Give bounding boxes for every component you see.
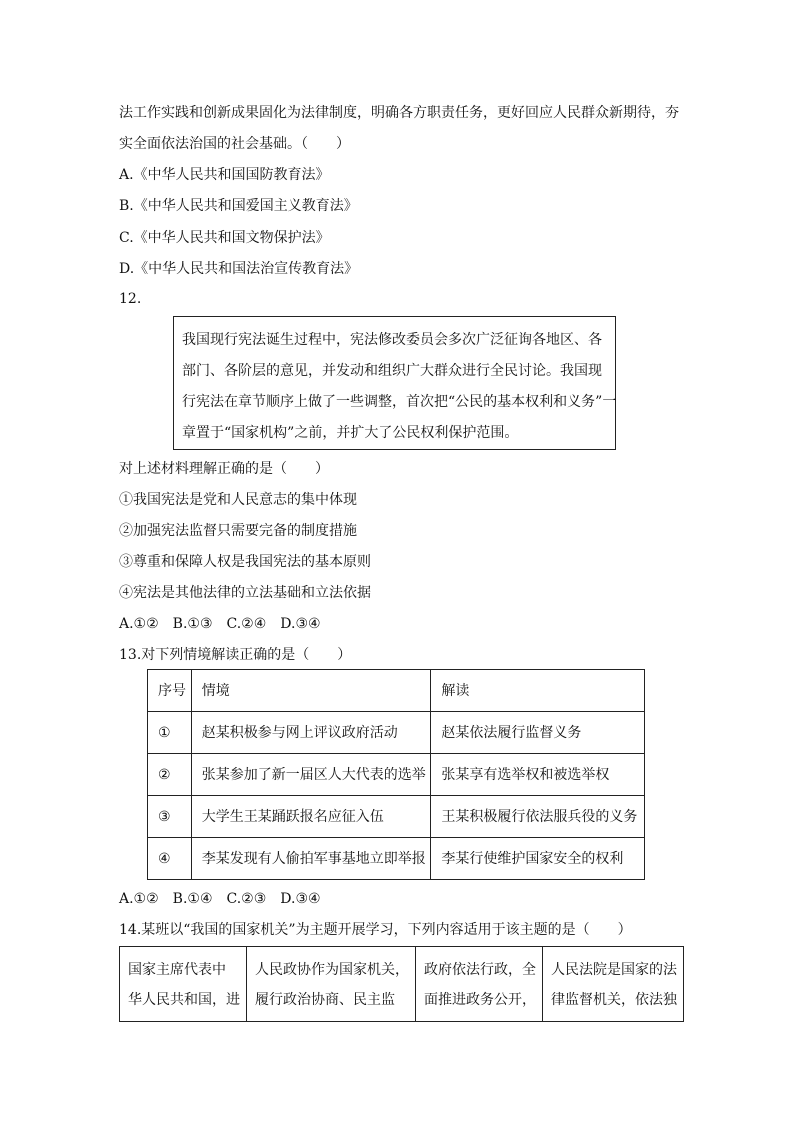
q12-statement-4: ④宪法是其他法律的立法基础和立法依据 bbox=[119, 585, 371, 601]
q14-stem: 14.某班以“我国的国家机关”为主题开展学习，下列内容适用于该主题的是（ ） bbox=[119, 922, 632, 938]
table-cell: 赵某积极参与网上评议政府活动 bbox=[191, 712, 431, 754]
q11-option-d: D.《中华人民共和国法治宣传教育法》 bbox=[119, 261, 359, 277]
table-cell bbox=[247, 947, 416, 1022]
cell-line: 面推进政务公开， bbox=[424, 992, 536, 1008]
table-header-cell: 情境 bbox=[191, 670, 431, 712]
q12-material-line: 章置于“国家机构”之前，并扩大了公民权利保护范围。 bbox=[182, 425, 519, 441]
cell-line: 国家主席代表中 bbox=[128, 962, 226, 978]
table-row bbox=[148, 796, 645, 838]
table-cell: ① bbox=[148, 712, 192, 754]
q13-answer-options: A.①② B.①④ C.②③ D.③④ bbox=[119, 891, 321, 907]
q12-statement-2: ②加强宪法监督只需要完备的制度措施 bbox=[119, 523, 357, 539]
table-cell bbox=[543, 947, 684, 1022]
table-row bbox=[120, 947, 684, 1022]
q12-statement-3: ③尊重和保障人权是我国宪法的基本原则 bbox=[119, 554, 371, 570]
table-cell: 李某行使维护国家安全的权利 bbox=[431, 838, 645, 880]
cell-line: 人民政协作为国家机关， bbox=[255, 962, 409, 978]
q11-option-a: A.《中华人民共和国国防教育法》 bbox=[119, 167, 330, 183]
table-cell: 张某参加了新一届区人大代表的选举 bbox=[191, 754, 431, 796]
q11-stem-continuation: 法工作实践和创新成果固化为法律制度，明确各方职责任务，更好回应人民群众新期待，夯 bbox=[119, 105, 679, 121]
table-cell: ② bbox=[148, 754, 192, 796]
q13-table bbox=[147, 669, 645, 880]
cell-line: 华人民共和国，进 bbox=[128, 992, 240, 1008]
table-header-row bbox=[148, 670, 645, 712]
q12-material-line: 我国现行宪法诞生过程中，宪法修改委员会多次广泛征询各地区、各 bbox=[182, 332, 602, 348]
q12-answer-options: A.①② B.①③ C.②④ D.③④ bbox=[119, 616, 321, 632]
cell-line: 律监督机关，依法独 bbox=[551, 992, 677, 1008]
cell-line: 履行政治协商、民主监 bbox=[255, 992, 395, 1008]
q11-option-c: C.《中华人民共和国文物保护法》 bbox=[119, 230, 330, 246]
table-cell: ④ bbox=[148, 838, 192, 880]
table-cell bbox=[120, 947, 247, 1022]
table-header-cell: 解读 bbox=[431, 670, 645, 712]
table-cell: 王某积极履行依法服兵役的义务 bbox=[431, 796, 645, 838]
table-cell: 李某发现有人偷拍军事基地立即举报 bbox=[191, 838, 431, 880]
table-cell: 张某享有选举权和被选举权 bbox=[431, 754, 645, 796]
q12-statement-1: ①我国宪法是党和人民意志的集中体现 bbox=[119, 492, 357, 508]
q11-option-b: B.《中华人民共和国爱国主义教育法》 bbox=[119, 198, 358, 214]
q12-material-line: 行宪法在章节顺序上做了一些调整，首次把“公民的基本权利和义务”一 bbox=[182, 394, 617, 410]
cell-line: 人民法院是国家的法 bbox=[551, 962, 677, 978]
q12-stem: 对上述材料理解正确的是（ ） bbox=[119, 461, 329, 477]
table-row bbox=[148, 838, 645, 880]
table-cell: 大学生王某踊跃报名应征入伍 bbox=[191, 796, 431, 838]
q14-table bbox=[119, 946, 684, 1022]
table-row bbox=[148, 754, 645, 796]
q12-number: 12. bbox=[119, 291, 142, 307]
q11-stem-continuation-2: 实全面依法治国的社会基础。（ ） bbox=[119, 136, 350, 152]
table-cell: ③ bbox=[148, 796, 192, 838]
table-row bbox=[148, 712, 645, 754]
q13-stem: 13.对下列情境解读正确的是（ ） bbox=[119, 647, 352, 663]
q12-material-box bbox=[173, 316, 616, 450]
table-header-cell: 序号 bbox=[148, 670, 192, 712]
cell-line: 政府依法行政，全 bbox=[424, 962, 536, 978]
q12-material-line: 部门、各阶层的意见，并发动和组织广大群众进行全民讨论。我国现 bbox=[182, 363, 602, 379]
table-cell: 赵某依法履行监督义务 bbox=[431, 712, 645, 754]
table-cell bbox=[416, 947, 543, 1022]
